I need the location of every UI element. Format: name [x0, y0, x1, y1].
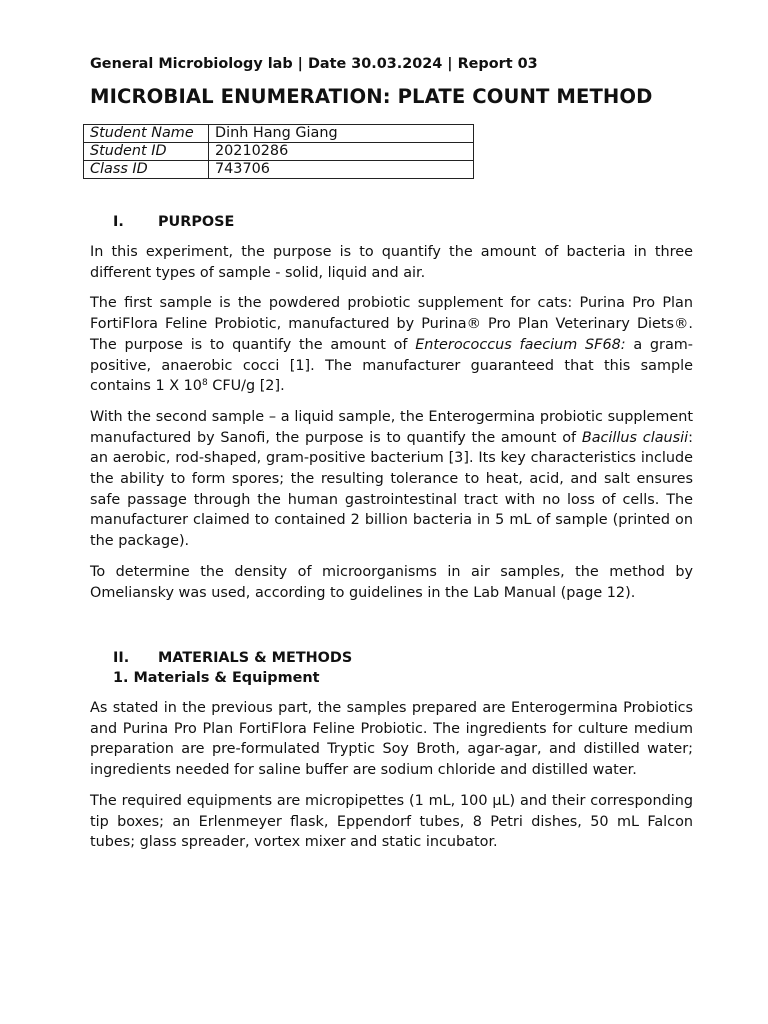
purpose-p2-text-c: CFU/g [2].	[207, 378, 285, 395]
class-id-value: 743706	[209, 161, 474, 179]
purpose-heading	[90, 212, 693, 232]
table-row	[84, 143, 474, 161]
purpose-section	[90, 212, 693, 603]
exponent: 8	[201, 378, 208, 389]
methods-section	[90, 648, 693, 853]
methods-number: II.	[113, 650, 130, 666]
purpose-paragraph-2	[90, 293, 693, 397]
purpose-paragraph-3	[90, 407, 693, 552]
purpose-heading-text: PURPOSE	[158, 214, 235, 230]
purpose-p2-text-a: The first sample is the powdered probiotic supplement for cats: Purina Pro Plan FortiFlora Feline Probiotic, manufactured by Purina® Pro Plan Veterinary Diets®. The purpose is to quantify the amount of	[90, 295, 693, 353]
species-name-bacillus: Bacillus clausii	[581, 429, 689, 446]
purpose-paragraph-4: To determine the density of microorganisms in air samples, the method by Omeliansky was used, according to guidelines in the Lab Manual (page 12).	[90, 563, 693, 601]
purpose-number: I.	[113, 214, 124, 230]
student-name-label: Student Name	[84, 125, 209, 143]
methods-paragraph-1: As stated in the previous part, the samples prepared are Enterogermina Probiotics and Purina Pro Plan FortiFlora Feline Probiotic. The ingredients for culture medium preparation are pre-formulated Tryptic Soy Broth, agar-agar, and distilled water; ingredients needed for saline buffer are sodium chloride and distilled water.	[90, 700, 693, 779]
purpose-p3-text-b: : an aerobic, rod-shaped, gram-positive bacterium [3]. Its key characteristics include the ability to form spores; the resulting tolerance to heat, acid, and salt ensures safe passage through the human gastrointestinal tract with no loss of cells. The manufacturer claimed to contained 2 billion bacteria in 5 mL of sample (printed on the package).	[90, 429, 693, 550]
purpose-p2-text-b: a gram-positive, anaerobic cocci [1]. The manufacturer guaranteed that this sample contains 1 X 10	[90, 336, 693, 395]
table-row	[84, 125, 474, 143]
methods-heading-text: MATERIALS & METHODS	[158, 650, 353, 666]
materials-subheading: 1. Materials & Equipment	[113, 670, 320, 686]
student-info-table	[83, 124, 474, 179]
document-page	[90, 54, 693, 851]
table-row	[84, 161, 474, 179]
purpose-p3-text-a: With the second sample – a liquid sample, the Enterogermina probiotic supplement manufactured by Sanofi, the purpose is to quantify the amount of	[90, 408, 693, 446]
purpose-paragraph-1: In this experiment, the purpose is to quantify the amount of bacteria in three different types of sample - solid, liquid and air.	[90, 244, 693, 281]
student-id-label: Student ID	[84, 143, 209, 161]
report-header-line: General Microbiology lab | Date 30.03.2024 | Report 03	[90, 56, 538, 72]
methods-heading	[90, 648, 693, 668]
student-name-value: Dinh Hang Giang	[209, 125, 474, 143]
methods-paragraph-2: The required equipments are micropipettes (1 mL, 100 µL) and their corresponding tip boxes; an Erlenmeyer flask, Eppendorf tubes, 8 Petri dishes, 50 mL Falcon tubes; glass spreader, vortex mixer and static incubator.	[90, 792, 693, 851]
student-id-value: 20210286	[209, 143, 474, 161]
species-name-enterococcus: Enterococcus faecium SF68:	[415, 336, 626, 353]
document-title: MICROBIAL ENUMERATION: PLATE COUNT METHOD	[90, 85, 653, 108]
class-id-label: Class ID	[84, 161, 209, 179]
